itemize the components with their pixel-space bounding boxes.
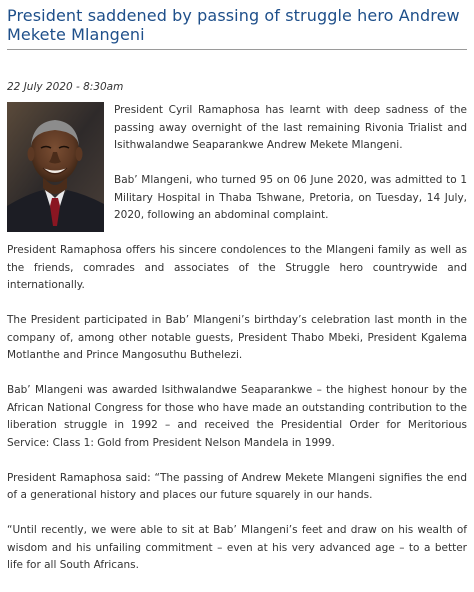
paragraph-6: President Ramaphosa said: “The passing of Andrew Mekete Mlangeni signifies the end of a generational history and places our future squarely in our hands. [7,471,467,501]
portrait-image [7,102,104,232]
paragraph-1: President Cyril Ramaphosa has learnt with deep sadness of the passing away overnight of the last remaining Rivonia Trialist and Isithwalandwe Seaparankwe Andrew Mekete Mlangeni. [114,104,467,151]
paragraph-2: Bab’ Mlangeni, who turned 95 on 06 June 2020, was admitted to 1 Military Hospital in Thaba Tshwane, Pretoria, on Tuesday, 14 July, 2020, following an abdominal complaint. [114,174,467,221]
paragraph-7: “Until recently, we were able to sit at Bab’ Mlangeni’s feet and draw on his wealth of wisdom and his unfailing commitment – even at his very advanced age – to a better life for all South Africans. [7,524,467,571]
article-date: 22 July 2020 - 8:30am [7,81,124,93]
paragraph-5: Bab’ Mlangeni was awarded Isithwalandwe Seaparankwe – the highest honour by the African National Congress for those who have made an outstanding contribution to the liberation struggle in 1992 – and received the Presidential Order for Meritorious Service: Class 1: Gold from President Nelson Mandela in 1999. [7,384,467,449]
paragraph-4: The President participated in Bab’ Mlangeni’s birthday’s celebration last month in the company of, among other notable guests, President Thabo Mbeki, President Kgalema Motlanthe and Prince Mangosuthu Buthelezi. [7,314,467,361]
title-divider [7,49,467,50]
president-photo [7,102,104,232]
page-title: President saddened by passing of struggle hero Andrew Mekete Mlangeni [7,6,460,44]
paragraph-3: President Ramaphosa offers his sincere condolences to the Mlangeni family as well as the friends, comrades and associates of the Struggle hero countrywide and internationally. [7,244,467,291]
article [7,0,467,592]
article-body [7,94,467,575]
